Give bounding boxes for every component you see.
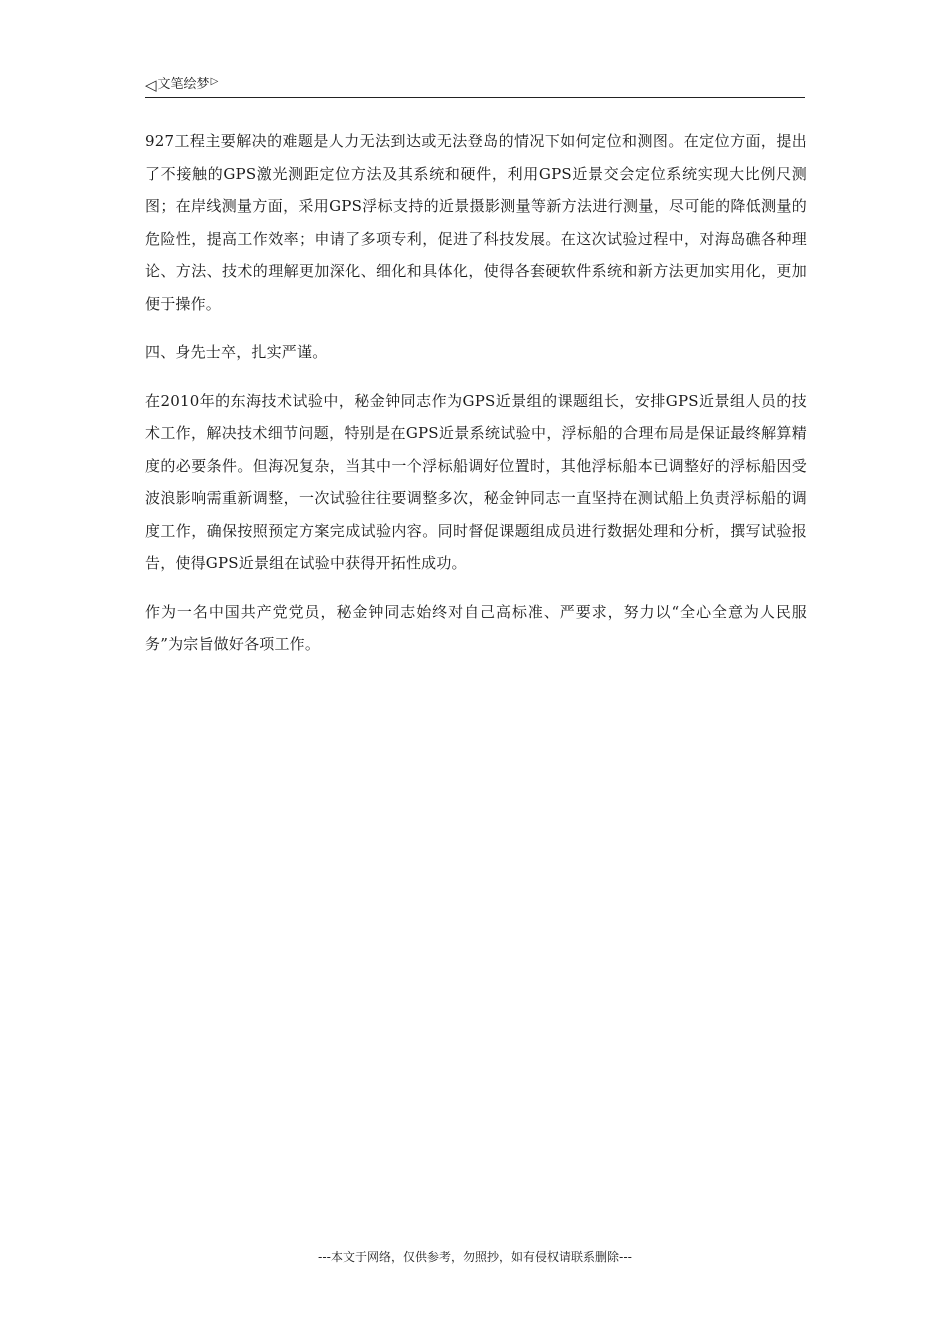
section-heading: 四、身先士卒，扎实严谨。 [145, 343, 328, 361]
footer-disclaimer: ---本文于网络，仅供参考，勿照抄，如有侵权请联系删除--- [318, 1250, 632, 1264]
header-title: 文笔绘梦 [157, 77, 210, 92]
document-body [145, 125, 807, 677]
right-triangle-icon: ▷ [210, 76, 219, 87]
paragraph-east-sea-test: 在2010年的东海技术试验中，秘金钟同志作为GPS近景组的课题组长，安排GPS近景组人员的技术工作，解决技术细节问题，特别是在GPS近景系统试验中，浮标船的合理布局是保证最终解算精度的必要条件。但海况复杂，当其中一个浮标船调好位置时，其他浮标船本已调整好的浮标船因受波浪影响需重新调整，一次试验往往要调整多次，秘金钟同志一直坚持在测试船上负责浮标船的调度工作，确保按照预定方案完成试验内容。同时督促课题组成员进行数据处理和分析，撰写试验报告，使得GPS近景组在试验中获得开拓性成功。 [145, 391, 807, 572]
paragraph-party-member: 作为一名中国共产党党员，秘金钟同志始终对自己高标准、严要求，努力以“全心全意为人民服务”为宗旨做好各项工作。 [145, 602, 807, 653]
page-header [145, 72, 805, 98]
left-triangle-icon: ◁ [145, 76, 157, 94]
paragraph-positioning: 927工程主要解决的难题是人力无法到达或无法登岛的情况下如何定位和测图。在定位方面，提出了不接触的GPS激光测距定位方法及其系统和硬件，利用GPS近景交会定位系统实现大比例尺测图；在岸线测量方面，采用GPS浮标支持的近景摄影测量等新方法进行测量，尽可能的降低测量的危险性，提高工作效率；申请了多项专利，促进了科技发展。在这次试验过程中，对海岛礁各种理论、方法、技术的理解更加深化、细化和具体化，使得各套硬软件系统和新方法更加实用化，更加便于操作。 [145, 132, 807, 313]
